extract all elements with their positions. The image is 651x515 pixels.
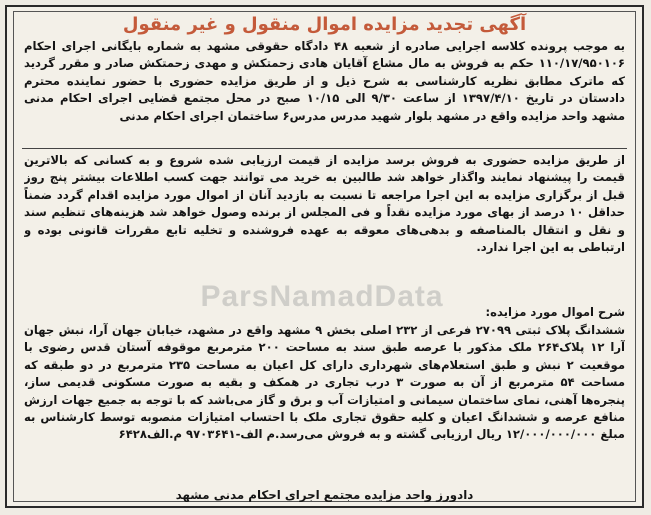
section-divider [22,148,627,149]
notice-title: آگهی تجدید مزایده اموال منقول و غیر منقول [122,14,527,35]
notice-paragraph-terms: از طریق مزایده حضوری به فروش برسد مزایده از قیمت ارزیابی شده شروع و به کسانی که بالاترین قیمت را پیشنهاد نمایند واگذار خواهد شد طالبین به خرید می توانند جهت کسب اطلاعات بیشتر پنج روز قبل از برگزاری مزایده به این اجرا مراجعه تا نسبت به بازدید آنان از اموال مورد مزایده اقدام گردد ضمناً حداقل ۱۰ درصد از بهای مورد مزایده نقداً و فی المجلس از برنده وصول خواهد شد هزینه‌های تنظیم سند و نقل و انتقال بالمناصفه و بدهی‌های معوقه به عهده فروشنده و تخلیه تابع مقررات قانونی بوده و ارتباطی به این اجرا ندارد. [24,153,625,255]
notice-paragraph-intro: به موجب پرونده کلاسه اجرایی صادره از شعبه ۴۸ دادگاه حقوقی مشهد به شماره بایگانی اجرای احکام ۱۱۰/۱۷/۹۵۰۱۰۶ حکم به فروش به مال مشاع آقایان هادی زحمتکش و مهدی زحمتکش صادر و مقرر گردید که ماترک مطابق نظریه کارشناسی به شرح ذیل و از طریق مزایده حضوری با حضور نماینده محترم دادستان در تاریخ ۱۳۹۷/۴/۱۰ از ساعت ۹/۳۰ الی ۱۰/۱۵ صبح در محل مجتمع قضایی اجرای احکام مدنی مشهد واحد مزایده واقع در مشهد بلوار شهید مدرس مدرس۶ ساختمان اجرای احکام مدنی [24,39,625,123]
notice-inner-border [13,11,636,502]
watermark-logo: ParsNamadData [200,280,444,313]
notice-signature: دادورز واحد مزایده مجتمع اجرای احکام مدنی مشهد [175,488,474,502]
notice-frame [5,5,644,508]
notice-paragraph-property: ششدانگ پلاک ثبتی ۲۷۰۹۹ فرعی از ۲۳۲ اصلی بخش ۹ مشهد واقع در مشهد، خیابان جهان آرا، نبش جهان آرا ۱۲ پلاک۲۶۴ ملک مذکور با عرصه طبق سند به مساحت ۲۰۰ مترمربع موقوفه آستان قدس رضوی با موقعیت ۲ نبش و طبق استعلام‌های شهرداری دارای کل اعیان به مساحت ۲۳۵ مترمربع در دو طبقه که مساحت ۵۴ مترمربع از آن به صورت ۳ درب تجاری در همکف و بقیه به صورت مسکونی قدیمی ساز، پنجره‌ها آهنی، نمای ساختمان سیمانی و امتیازات آب و برق و گاز می‌باشد که با توجه به جمیع جهات ارزش منافع عرصه و ششدانگ اعیان و کلیه حقوق تجاری ملک با احتساب امتیازات منصوبه توسط کارشناس به مبلغ ۱۲/۰۰۰/۰۰۰/۰۰۰ ریال ارزیابی گشته و به فروش می‌رسد.م الف-۹۷۰۳۶۴۱ م.الف۶۴۲۸ [24,323,625,442]
property-subheading: شرح اموال مورد مزایده: [485,305,625,319]
